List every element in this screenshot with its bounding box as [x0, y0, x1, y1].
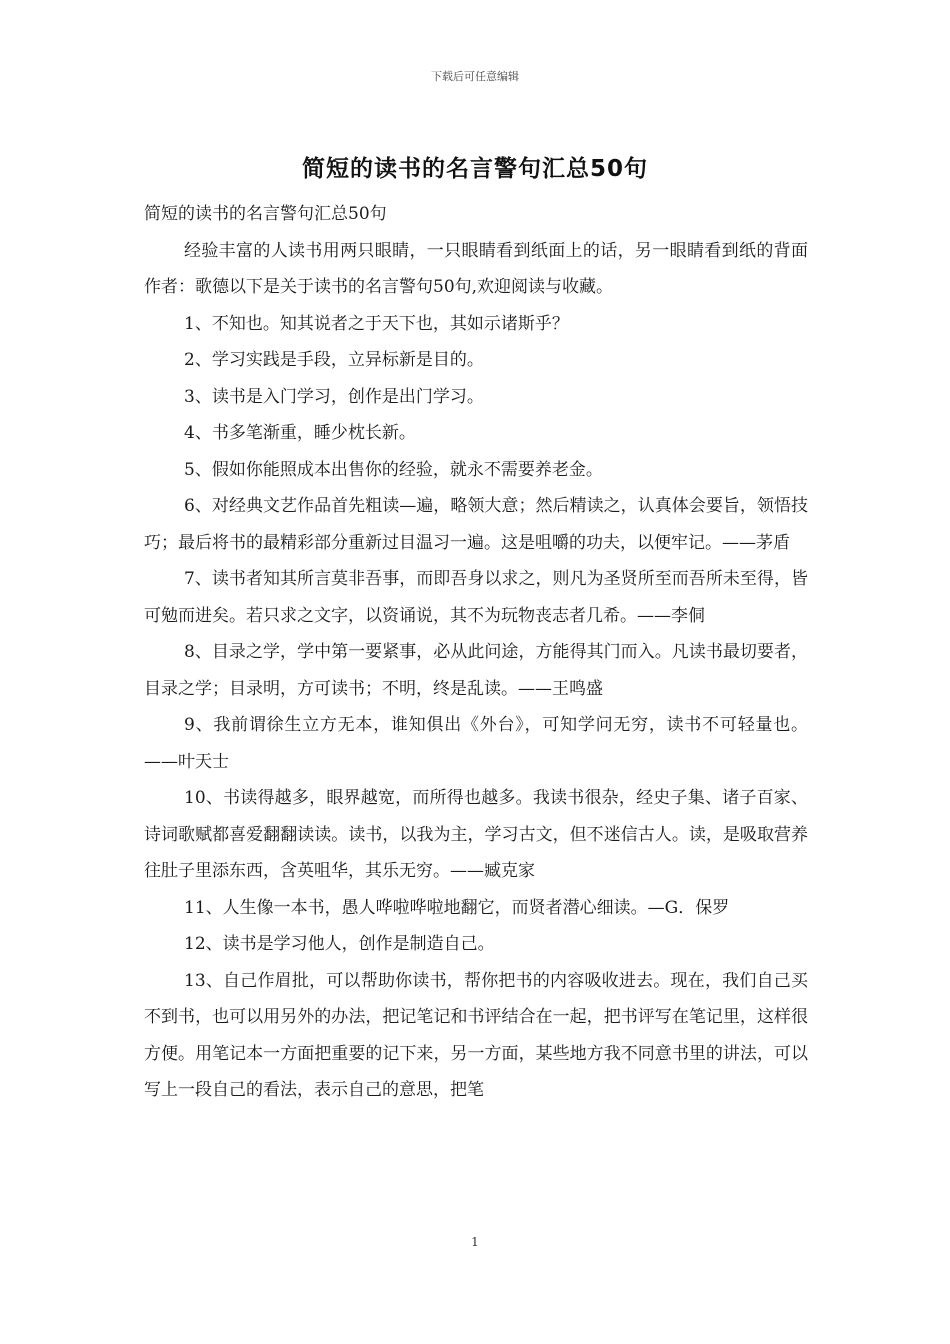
header-note: 下载后可任意编辑: [431, 70, 519, 83]
document-subtitle: 简短的读书的名言警句汇总50句: [144, 204, 387, 224]
quote-1: 1、不知也。知其说者之于天下也，其如示诸斯乎？: [184, 313, 569, 334]
quote-8: 8、目录之学，学中第一要紧事，必从此问途，方能得其门而入。凡读书最切要者，目录之学；目录明，方可读书；不明，终是乱读。——王鸣盛: [144, 642, 808, 699]
document-body: [144, 196, 808, 1109]
quote-4: 4、书多笔渐重，睡少枕长新。: [184, 423, 416, 443]
quote-12: 12、读书是学习他人，创作是制造自己。: [184, 934, 495, 954]
quote-3: 3、读书是入门学习，创作是出门学习。: [184, 386, 484, 407]
quote-7: 7、读书者知其所言莫非吾事，而即吾身以求之，则凡为圣贤所至而吾所未至得，皆可勉而进矣。若只求之文字，以资诵说，其不为玩物丧志者几希。——李侗: [144, 569, 808, 626]
quote-6: 6、对经典文艺作品首先粗读—遍，略领大意；然后精读之，认真体会要旨，领悟技巧；最后将书的最精彩部分重新过目温习一遍。这是咀嚼的功夫，以便牢记。——茅盾: [144, 496, 808, 553]
quote-2: 2、学习实践是手段，立异标新是目的。: [184, 350, 484, 370]
quote-10: 10、书读得越多，眼界越宽，而所得也越多。我读书很杂，经史子集、诸子百家、诗词歌赋都喜爱翻翻读读。读书，以我为主，学习古文，但不迷信古人。读，是吸取营养往肚子里添东西，含英咀华，其乐无穷。——臧克家: [144, 788, 808, 881]
quote-9: 9、我前谓徐生立方无本，谁知俱出《外台》，可知学问无穷，读书不可轻量也。——叶天士: [144, 715, 808, 772]
page-number: 1: [471, 1235, 479, 1249]
quote-13: 13、自己作眉批，可以帮助你读书，帮你把书的内容吸收进去。现在，我们自己买不到书，也可以用另外的办法，把记笔记和书评结合在一起，把书评写在笔记里，这样很方便。用笔记本一方面把重要的记下来，另一方面，某些地方我不同意书里的讲法，可以写上一段自己的看法，表示自己的意思，把笔: [144, 970, 808, 1100]
intro-paragraph: 经验丰富的人读书用两只眼睛，一只眼睛看到纸面上的话，另一眼睛看到纸的背面作者：歌德以下是关于读书的名言警句50句,欢迎阅读与收藏。: [144, 240, 808, 297]
quote-11: 11、人生像一本书，愚人哗啦哗啦地翻它，而贤者潜心细读。—G．保罗: [184, 897, 730, 918]
quote-5: 5、假如你能照成本出售你的经验，就永不需要养老金。: [184, 459, 603, 480]
document-title: 简短的读书的名言警句汇总50句: [301, 156, 648, 182]
